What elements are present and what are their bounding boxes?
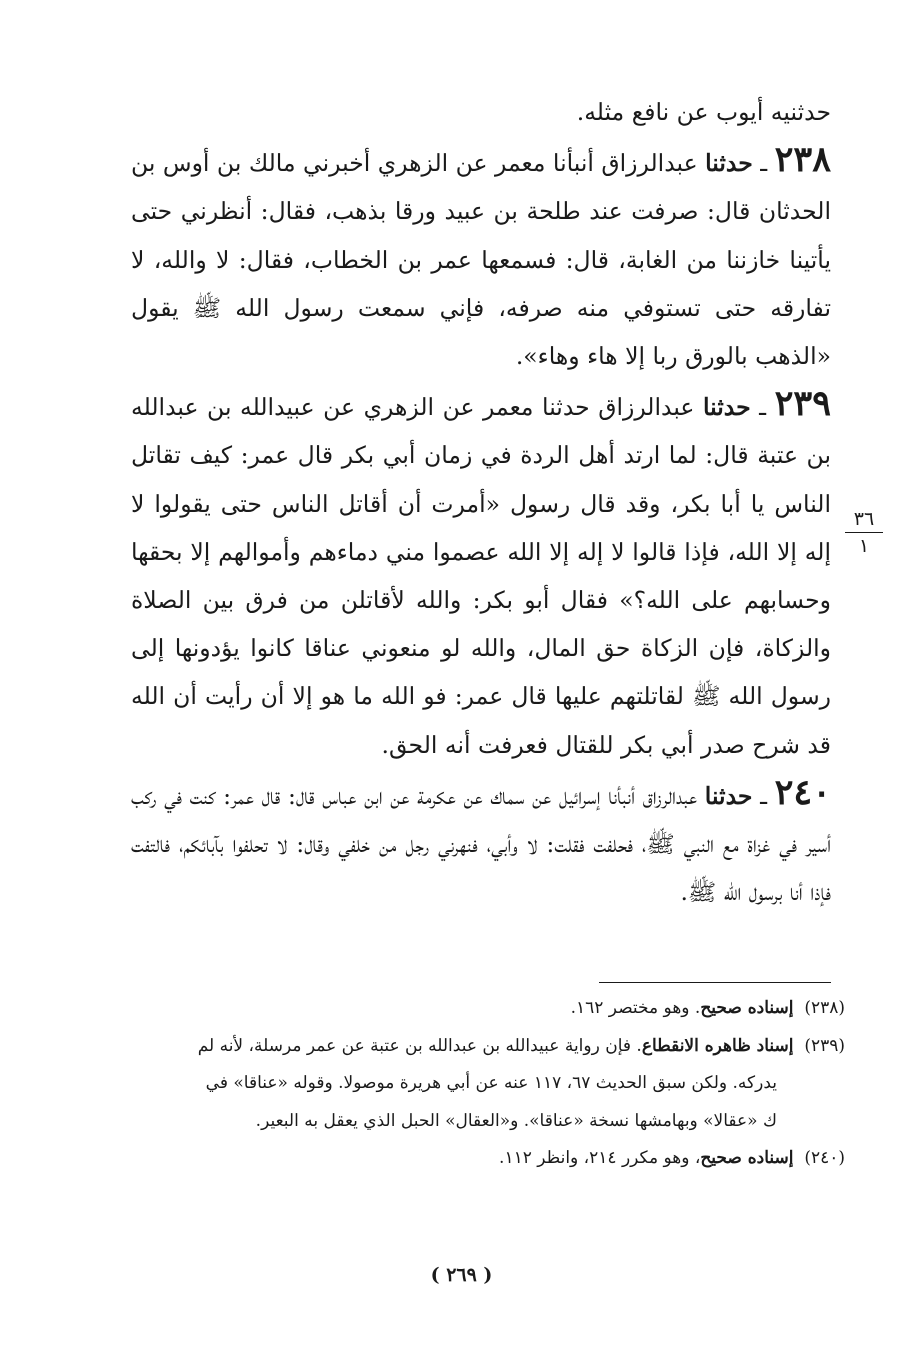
margin-part: ١ [858,535,870,557]
margin-volume: ٣٦ [845,508,883,533]
hadith-dash: ـ [752,149,775,178]
footnote-239-line3: ك «عقالا» وبهامشها نسخة «عناقا». و«العقال» الحبل الذي يعقل به البعير. [255,1110,777,1131]
hadith-text: عبدالرزاق أنبأنا إسرائيل عن سماك عن عكرمة عن ابن عباس قال: قال عمر: كنت في ركب أسير في غزاة مع النبي ﷺ، فحلفت فقلت: لا وأبي، فنهرني رجل من خلفي وقال: لا تحلفوا بآبائكم، فالتفت فإذا أنا برسول الله ﷺ. [131,781,831,907]
hadith-lead-word: حدثنا [704,781,753,810]
footnote-239 [131,1028,845,1066]
footnote-240 [131,1140,845,1178]
hadith-text: عبدالرزاق أنبأنا معمر عن الزهري أخبرني مالك بن أوس بن الحدثان قال: صرفت عند طلحة بن عبيد ورقا بذهب، فقال: أنظرني حتى يأتينا خازننا من الغابة، قال: فسمعها عمر بن الخطاب، فقال: لا والله، لا تفارقه حتى تستوفي منه صرفه، فإني سمعت رسول الله ﷺ يقول «الذهب بالورق ربا إلا هاء وهاء». [131,149,831,371]
hadith-dash: ـ [752,781,775,810]
hadith-239 [131,380,831,769]
hadith-number: ٢٣٨ [774,139,831,181]
footnote-grade: إسناد ظاهره الانقطاع [641,1035,794,1056]
footnote-ref: (٢٣٨) [804,998,845,1018]
hadith-text: عبدالرزاق حدثنا معمر عن الزهري عن عبيدالله بن عبدالله بن عتبة قال: لما ارتد أهل الردة في زمان أبي بكر قال عمر: كيف تقاتل الناس يا أبا بكر، وقد قال رسول «أمرت أن أقاتل الناس حتى يقولوا لا إله إلا الله، فإذا قالوا لا إله إلا الله عصموا مني دماءهم وأموالهم إلا بحقها وحسابهم على الله؟» فقال أبو بكر: والله لأقاتلن من فرق بين الصلاة والزكاة، فإن الزكاة حق المال، والله لو منعوني عناقا كانوا يؤدونها إلى رسول الله ﷺ لقاتلتهم عليها قال عمر: فو الله ما هو إلا أن رأيت أن الله قد شرح صدر أبي بكر للقتال فعرفت أنه الحق. [131,393,831,759]
footnote-238 [131,990,845,1028]
hadith-dash: ـ [750,393,775,422]
footnote-separator [599,982,831,983]
hadith-lead-word: حدثنا [705,149,753,178]
intro-line: حدثنيه أيوب عن نافع مثله. [576,98,831,126]
footnote-grade: إسناده صحيح [700,998,794,1018]
hadith-number: ٢٣٩ [774,383,832,425]
footnote-ref: (٢٣٩) [804,1035,845,1056]
hadith-number: ٢٤٠ [774,771,831,813]
footnote-text: . وهو مختصر ١٦٢. [570,998,701,1018]
main-text [131,88,831,916]
footnote-ref: (٢٤٠) [804,1148,845,1168]
margin-reference [845,508,883,557]
footnote-text: . فإن رواية عبيدالله بن عبدالله بن عتبة عن عمر مرسلة، لأنه لم [197,1035,642,1056]
hadith-238 [131,136,831,380]
page-number: ( ٢٦٩ ) [430,1264,493,1286]
footnote-grade: إسناده صحيح [700,1148,794,1168]
footnote-text: ، وهو مكرر ٢١٤، وانظر ١١٢. [499,1148,701,1168]
hadith-240 [131,769,831,917]
hadith-lead-word: حدثنا [702,393,751,422]
footnote-239-line2: يدركه. ولكن سبق الحديث ٦٧، ١١٧ عنه عن أبي هريرة موصولا. وقوله «عناقا» في [205,1073,777,1093]
footnotes [131,990,845,1178]
